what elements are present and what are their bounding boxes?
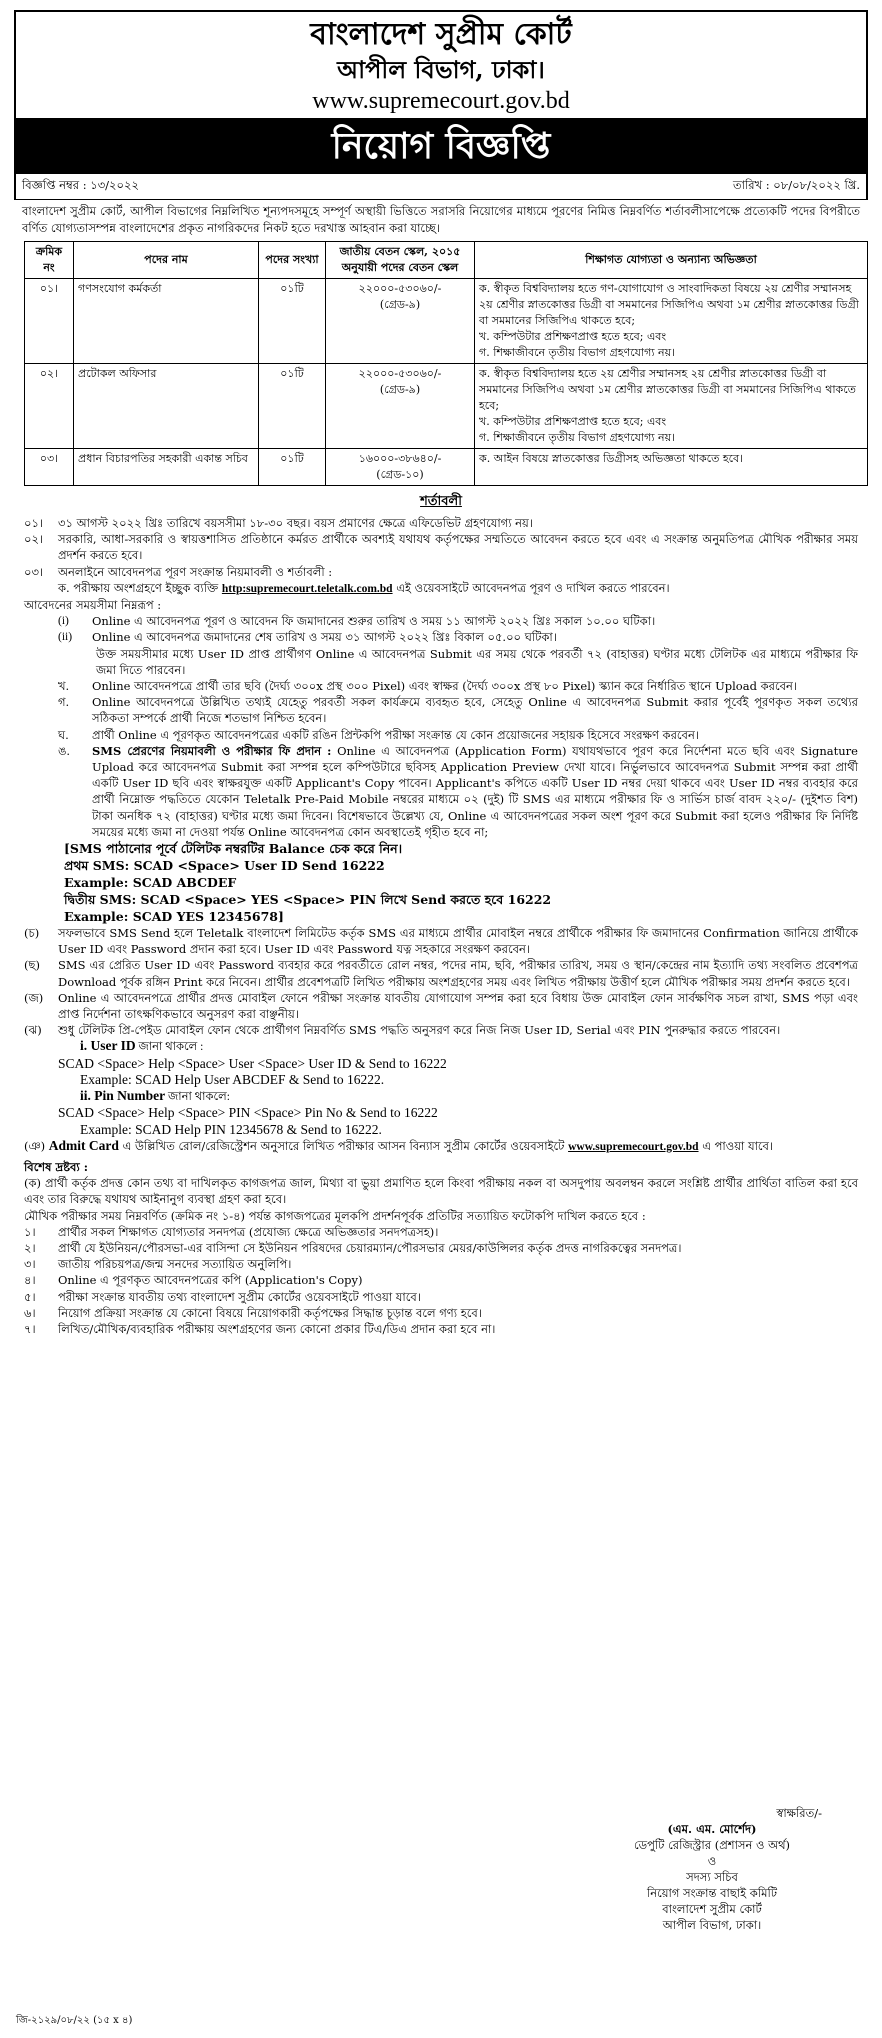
special-note-heading: বিশেষ দ্রষ্টব্য :: [24, 1159, 88, 1174]
notice-date: তারিখ : ০৮/০৮/২০২২ খ্রি.: [732, 178, 860, 192]
doc-text: জাতীয় পরিচয়পত্র/জন্ম সনদের সত্যায়িত অনুলিপি।: [58, 1257, 292, 1272]
col-count: পদের সংখ্যা: [259, 242, 326, 279]
signature-block: [582, 1805, 842, 1933]
term-letter: (জ): [24, 990, 44, 1005]
document-item: [24, 1256, 858, 1272]
term-text: Online এ আবেদনপত্রে প্রার্থীর প্রদত্ত মোবাইল ফোনে পরীক্ষা সংক্রান্ত যাবতীয় যোগাযোগ সম্পন্ন করা হবে বিধায় উক্ত মোবাইল ফোন সার্বক্ষণিক সচল রাখা, SMS পড়া এবং প্রাপ্ত নির্দেশনা তাৎক্ষণিকভাবে অনুসরণ করা বাঞ্ছনীয়।: [58, 990, 858, 1022]
term-ka: [24, 580, 858, 597]
teletalk-link[interactable]: http:supremecourt.teletalk.com.bd: [221, 582, 393, 595]
doc-number: ৫।: [24, 1289, 36, 1304]
posts-table: [24, 241, 868, 486]
row-post: প্রধান বিচারপতির সহকারী একান্ত সচিব: [74, 449, 259, 486]
supremecourt-link[interactable]: www.supremecourt.gov.bd: [568, 1140, 699, 1153]
recover-heading-note: জানা থাকলে :: [138, 1041, 204, 1054]
doc-number: ২।: [24, 1240, 36, 1255]
grade-value: (গ্রেড-১০): [376, 468, 424, 481]
signatory-and: ও: [707, 1854, 717, 1868]
col-scale: জাতীয় বেতন স্কেল, ২০১৫ অনুযায়ী পদের বেতন স্কেল: [326, 242, 475, 279]
schedule-text: Online এ আবেদনপত্র জমাদানের শেষ তারিখ ও সময় ৩১ আগস্ট ২০২২ খ্রিঃ বিকাল ০৫.০০ ঘটিকা।: [92, 630, 557, 645]
qualification: ক. স্বীকৃত বিশ্ববিদ্যালয় হতে ২য় শ্রেণীর সম্মানসহ ২য় শ্রেণীর স্নাতকোত্তর ডিগ্রী বা সমমানের সিজিপিএ অথবা ১ম শ্রেণীর স্নাতকোত্তর ডিগ্রী বা সমমানের সিজিপিএ থাকতে হবে;: [479, 367, 856, 412]
schedule-item: [24, 613, 858, 629]
recover-pin: [24, 1088, 858, 1105]
sms-line: Example: SCAD YES 12345678]: [64, 909, 284, 925]
notice-meta: [14, 174, 868, 200]
table-row: [25, 364, 868, 449]
row-scale: [326, 279, 475, 364]
doc-text: Online এ পূরণকৃত আবেদনপত্রের কপি (Application's Copy): [58, 1273, 363, 1288]
signatory-title: আপীল বিভাগ, ঢাকা।: [662, 1918, 762, 1932]
signatory-title: ডেপুটি রেজিস্ট্রার (প্রশাসন ও অর্থ): [633, 1838, 791, 1852]
row-count: ০১টি: [259, 279, 326, 364]
doc-text: নিয়োগ প্রক্রিয়া সংক্রান্ত যে কোনো বিষয়ে নিয়োগকারী কর্তৃপক্ষের সিদ্ধান্ত চূড়ান্ত বলে গণ্য হবে।: [58, 1305, 482, 1320]
term-text: [92, 743, 858, 840]
notice-banner: নিয়োগ বিজ্ঞপ্তি: [14, 118, 868, 174]
table-row: [25, 279, 868, 364]
table-row: [25, 449, 868, 486]
term-text-end: এ পাওয়া যাবে।: [702, 1138, 774, 1153]
term-text: SMS এর প্রেরিত User ID এবং Password ব্যবহার করে পরবর্তীতে রোল নম্বর, পদের নাম, ছবি, পরীক্ষার তারিখ, সময় ও স্থান/কেন্দ্রের নাম ইত্যাদি তথ্য সংবলিত প্রবেশপত্র Download পূর্বক রঙ্গিন Print করে নিবেন। প্রার্থীর প্রবেশপত্রটি লিখিত পরীক্ষায় অংশগ্রহণের সময় এবং লিখিত পরীক্ষায় উত্তীর্ণ হলে মৌখিক পরীক্ষার সময় প্রদর্শন করতে হবে।: [58, 958, 858, 989]
schedule-heading: আবেদনের সময়সীমা নিম্নরূপ :: [24, 598, 162, 613]
qualification: খ. কম্পিউটার প্রশিক্ষণপ্রাপ্ত হতে হবে; এবং: [479, 330, 667, 343]
term-jha: [24, 1022, 858, 1038]
doc-number: ৪।: [24, 1273, 36, 1288]
term-nya: [24, 1138, 858, 1155]
term-letter: (চ): [24, 926, 40, 941]
term-text: এ উল্লিখিত রোল/রেজিস্ট্রেশন অনুসারে লিখিত পরীক্ষার আসন বিন্যাস সুপ্রীম কোর্টের ওয়েবসাইটে: [122, 1138, 565, 1153]
footer-code: জি-২১২৯/০৮/২২ (১৫ x ৪): [16, 2015, 133, 2026]
document-item: [24, 1289, 858, 1305]
doc-number: ৩।: [24, 1257, 36, 1272]
term-text: প্রার্থী Online এ পূরণকৃত আবেদনপত্রের একটি রঙিন প্রিন্টকপি পরীক্ষা সংক্রান্ত যে কোন প্রয়োজনের সহায়ক হিসেবে সংরক্ষণ করবেন।: [92, 727, 699, 742]
term-number: ০১।: [24, 516, 44, 530]
row-serial: ০১।: [25, 279, 74, 364]
recover-example: Example: SCAD Help PIN 12345678 & Send to 16222.: [80, 1121, 382, 1137]
term-item: [24, 515, 858, 531]
recover-userid: [24, 1038, 858, 1055]
term-text: অনলাইনে আবেদনপত্র পূরণ সংক্রান্ত নিয়মাবলী ও শর্তাবলী :: [58, 564, 333, 579]
term-letter: খ.: [58, 679, 70, 694]
admit-card-label: Admit Card: [48, 1137, 119, 1153]
row-qualifications: [475, 279, 868, 364]
term-cha: [24, 925, 858, 957]
table-header-row: [25, 242, 868, 279]
col-qualifications: শিক্ষাগত যোগ্যতা ও অন্যান্য অভিজ্ঞতা: [475, 242, 868, 279]
term-number: ০২।: [24, 532, 44, 547]
notice-intro: বাংলাদেশ সুপ্রীম কোর্ট, আপীল বিভাগের নিম্নলিখিত শূন্যপদসমূহে সম্পূর্ণ অস্থায়ী ভিত্তিতে সরাসরি নিয়োগের মাধ্যমে পূরণের নিমিত্ত নিম্নবর্ণিত শর্তাবলীসাপেক্ষে প্রত্যেকটি পদের বিপরীতে বর্ণিত যোগ্যতাসম্পন্ন বাংলাদেশের প্রকৃত নাগরিকদের নিকট হতে দরখাস্ত আহবান করা যাচ্ছে।: [22, 204, 860, 235]
scale-value: ২২০০০-৫৩০৬০/-: [358, 367, 442, 380]
notice-header: [14, 10, 868, 118]
term-text: ৩১ আগস্ট ২০২২ খ্রিঃ তারিখে বয়সসীমা ১৮-৩০ বছর। বয়স প্রমাণের ক্ষেত্রে এফিডেভিট গ্রহণযোগ্য নয়।: [58, 516, 533, 530]
term-letter: ঘ.: [58, 727, 69, 742]
grade-value: (গ্রেড-৯): [379, 298, 421, 311]
doc-text: লিখিত/মৌখিক/ব্যবহারিক পরীক্ষায় অংশগ্রহণের জন্য কোনো প্রকার টিএ/ডিএ প্রদান করা হবে না।: [58, 1321, 496, 1336]
term-number: ০৩।: [24, 564, 44, 579]
term-chha: [24, 957, 858, 989]
row-qualifications: [475, 364, 868, 449]
term-uma: [24, 743, 858, 840]
term-ka-text-end: এই ওয়েবসাইটে আবেদনপত্র পূরণ ও দাখিল করতে পারবেন।: [396, 580, 670, 595]
term-text: সরকারি, আধা-সরকারি ও স্বায়ত্তশাসিত প্রতিষ্ঠানে কর্মরত প্রার্থীকে অবশ্যই যথাযথ কর্তৃপক্ষের সম্মতিতে আবেদন করতে হবে এবং এ সংক্রান্ত অনুমতিপত্র মৌখিক পরীক্ষার সময় প্রদর্শন করতে হবে।: [58, 532, 858, 563]
recover-example: Example: SCAD Help User ABCDEF & Send to 16222.: [80, 1071, 385, 1087]
recover-line: SCAD <Space> Help <Space> PIN <Space> Pin No & Send to 16222: [58, 1105, 438, 1121]
doc-text: পরীক্ষা সংক্রান্ত যাবতীয় তথ্য বাংলাদেশ সুপ্রীম কোর্টের ওয়েবসাইটে পাওয়া যাবে।: [58, 1289, 421, 1304]
grade-value: (গ্রেড-৯): [379, 383, 421, 396]
schedule-number: (i): [58, 615, 69, 628]
sms-rules-heading: SMS প্রেরণের নিয়মাবলী ও পরীক্ষার ফি প্রদান :: [92, 743, 332, 758]
term-ga: [24, 694, 858, 726]
signed-label: স্বাক্ষরিত/-: [776, 1806, 822, 1820]
document-item: [24, 1224, 858, 1240]
scale-value: ২২০০০-৫৩০৬০/-: [358, 282, 442, 295]
signatory-title: সদস্য সচিব: [686, 1870, 738, 1884]
website-url[interactable]: www.supremecourt.gov.bd: [312, 88, 570, 114]
qualification: খ. কম্পিউটার প্রশিক্ষণপ্রাপ্ত হতে হবে; এবং: [479, 415, 667, 428]
signatory-title: নিয়োগ সংক্রান্ত বাছাই কমিটি: [646, 1886, 778, 1900]
schedule-text: Online এ আবেদনপত্র পূরণ ও আবেদন ফি জমাদানের শুরুর তারিখ ও সময় ১১ আগস্ট ২০২২ খ্রিঃ সকাল ১০.০০ ঘটিকা।: [92, 614, 656, 629]
term-ja: [24, 990, 858, 1022]
signatory-name: (এম. এম. মোর্শেদ): [667, 1822, 757, 1836]
row-scale: [326, 364, 475, 449]
notice-number: বিজ্ঞপ্তি নম্বর : ১৩/২০২২: [22, 178, 139, 192]
document-item: [24, 1240, 858, 1256]
term-letter: গ.: [58, 695, 70, 710]
sms-line: প্রথম SMS: SCAD <Space> User ID Send 16222: [64, 858, 385, 874]
term-text: Online আবেদনপত্রে উল্লিখিত তথ্যই যেহেতু পরবর্তী সকল কার্যক্রমে ব্যবহৃত হবে, সেহেতু Online এ আবেদনপত্র Submit করার পূর্বেই পূরণকৃত সকল তথ্যের সঠিকতা সম্পর্কে প্রার্থী নিজে শতভাগ নিশ্চিত হবেন।: [92, 695, 858, 726]
term-letter: (ঞ): [24, 1138, 46, 1153]
row-count: ০১টি: [259, 449, 326, 486]
doc-number: ৬।: [24, 1305, 36, 1320]
row-scale: [326, 449, 475, 486]
term-text: Online আবেদনপত্রে প্রার্থী তার ছবি (দৈর্ঘ্য ৩০০x প্রস্থ ৩০০ Pixel) এবং স্বাক্ষর (দৈর্ঘ্য ৩০০x প্রস্থ ৮০ Pixel) স্ক্যান করে নির্ধারিত স্থানে Upload করবেন।: [92, 679, 797, 694]
recover-heading: i. User ID: [80, 1038, 136, 1054]
row-qualifications: [475, 449, 868, 486]
term-letter: ঙ.: [58, 743, 71, 758]
sms-rules-text: Online এ আবেদনপত্র (Application Form) যথাযথভাবে পূরণ করে নির্দেশনা মতে ছবি এবং Signature Upload করে আবেদনপত্র Submit করা সম্পন্ন হলে কম্পিউটারে ছবিসহ Application Preview দেখা যাবে। নির্ভুলভাবে আবেদনপত্র Submit সম্পন্ন করা প্রার্থী একটি User ID ছবি এবং স্বাক্ষরযুক্ত একটি Applicant's Copy পাবেন। Applicant's কপিতে একটি User ID নম্বর দেয়া থাকবে এবং User ID নম্বর ব্যবহার করে প্রার্থী নিম্নোক্ত পদ্ধতিতে যেকোন Teletalk Pre-Paid Mobile নম্বরের মাধ্যমে ০২ (দুই) টি SMS এর মাধ্যমে পরীক্ষার ফি ও সার্ভিস চার্জ বাবদ ২২০/- (দুইশত বিশ) টাকা অনধিক ৭২ (বাহাত্তর) ঘণ্টার মধ্যে জমা দিবেন। বিশেষভাবে উল্লেখ্য যে, Online এ আবেদনপত্রের সকল অংশ পূরণ করে Submit করা হলেও পরীক্ষার ফি নির্দিষ্ট সময়ের মধ্যে জমা না দেওয়া পর্যন্ত Online আবেদনপত্র কোন অবস্থাতেই গৃহীত হবে না;: [92, 743, 858, 839]
schedule-number: (ii): [58, 631, 73, 644]
term-text: শুধু টেলিটক প্রি-পেইড মোবাইল ফোন থেকে প্রার্থীগণ নিম্নবর্ণিত SMS পদ্ধতি অনুসরণ করে নিজ নিজ User ID, Serial এবং PIN পুনরুদ্ধার করতে পারবেন।: [58, 1023, 781, 1038]
doc-text: প্রার্থী যে ইউনিয়ন/পৌরসভা-এর বাসিন্দা সে ইউনিয়ন পরিষদের চেয়ারম্যান/পৌরসভার মেয়র/কাউন্সিলর কর্তৃক প্রদত্ত নাগরিকত্বের সনদপত্র।: [58, 1240, 682, 1255]
recover-heading-note: জানা থাকলে:: [168, 1091, 230, 1104]
term-letter: (ঝ): [24, 1023, 42, 1038]
row-serial: ০৩।: [25, 449, 74, 486]
terms-section: [14, 513, 868, 1337]
row-serial: ০২।: [25, 364, 74, 449]
qualification: ক. স্বীকৃত বিশ্ববিদ্যালয় হতে গণ-যোগাযোগ ও সাংবাদিকতা বিষয়ে ২য় শ্রেণীর সম্মানসহ ২য় শ্রেণীর স্নাতকোত্তর ডিগ্রী বা সমমানের সিজিপিএ অথবা ১ম শ্রেণীর স্নাতকোত্তর ডিগ্রী বা সমমানের সিজিপিএ থাকতে হবে;: [479, 282, 859, 327]
org-name: বাংলাদেশ সুপ্রীম কোর্ট: [310, 17, 572, 52]
division-name: আপীল বিভাগ, ঢাকা।: [337, 55, 545, 84]
term-gha: [24, 727, 858, 743]
special-note: (ক) প্রার্থী কর্তৃক প্রদত্ত কোন তথ্য বা দাখিলকৃত কাগজপত্র জাল, মিথ্যা বা ভুয়া প্রমাণিত হলে কিংবা পরীক্ষায় নকল বা অসদুপায় অবলম্বন করলে সংশ্লিষ্ট প্রার্থীর প্রার্থিতা বাতিল করা হবে এবং তার বিরুদ্ধে যথাযথ আইনানুগ ব্যবস্থা গ্রহণ করা হবে।: [24, 1176, 858, 1207]
term-item: [24, 531, 858, 563]
qualification: গ. শিক্ষাজীবনে তৃতীয় বিভাগ গ্রহণযোগ্য নয়।: [479, 346, 676, 359]
row-count: ০১টি: [259, 364, 326, 449]
doc-number: ৭।: [24, 1321, 36, 1336]
signatory-title: বাংলাদেশ সুপ্রীম কোর্ট: [662, 1902, 762, 1916]
term-ka-text: ক. পরীক্ষায় অংশগ্রহণে ইচ্ছুক ব্যক্তি: [58, 580, 219, 595]
term-kha: [24, 678, 858, 694]
schedule-note: উক্ত সময়সীমার মধ্যে User ID প্রাপ্ত প্রার্থীগণ Online এ আবেদনপত্র Submit এর সময় থেকে পরবর্তী ৭২ (বাহাত্তর) ঘণ্টার মধ্যে টেলিটক এর মাধ্যমে পরীক্ষার ফি জমা দিতে পারবেন।: [96, 646, 858, 677]
sms-instructions: [24, 840, 858, 925]
col-post: পদের নাম: [74, 242, 259, 279]
sms-line: [SMS পাঠানোর পূর্বে টেলিটক নম্বরটির Balance চেক করে নিন।: [64, 841, 403, 857]
doc-number: ১।: [24, 1224, 36, 1239]
sms-line: Example: SCAD ABCDEF: [64, 875, 237, 891]
scale-value: ১৬০০০-৩৮৬৪০/-: [358, 452, 442, 465]
document-item: [24, 1305, 858, 1321]
sms-line: দ্বিতীয় SMS: SCAD <Space> YES <Space> PIN লিখে Send করতে হবে 16222: [64, 892, 552, 908]
term-text: সফলভাবে SMS Send হলে Teletalk বাংলাদেশ লিমিটেড কর্তৃক SMS এর মাধ্যমে প্রার্থীর মোবাইল নম্বরে প্রার্থীকে পরীক্ষার ফি জমাদানের Confirmation জানিয়ে প্রার্থীকে User ID এবং Password প্রদান করা হবে। User ID এবং Password যত্ন সহকারে সংরক্ষণ করবেন।: [58, 926, 858, 957]
row-post: গণসংযোগ কর্মকর্তা: [74, 279, 259, 364]
document-item: [24, 1272, 858, 1288]
term-letter: (ছ): [24, 958, 40, 973]
document-item: [24, 1321, 858, 1337]
term-item: [24, 564, 858, 580]
col-serial: ক্রমিক নং: [25, 242, 74, 279]
qualification: গ. শিক্ষাজীবনে তৃতীয় বিভাগ গ্রহণযোগ্য নয়।: [479, 431, 676, 444]
schedule-item: [24, 629, 858, 645]
recover-heading: ii. Pin Number: [80, 1088, 166, 1104]
viva-note: মৌখিক পরীক্ষার সময় নিম্নবর্ণিত (ক্রমিক নং ১-৪) পর্যন্ত কাগজপত্রের মূলকপি প্রদর্শনপূর্বক প্রতিটির সত্যায়িত ফটোকপি দাখিল করতে হবে :: [24, 1208, 646, 1223]
terms-title: শর্তাবলী: [420, 494, 462, 509]
doc-text: প্রার্থীর সকল শিক্ষাগত যোগ্যতার সনদপত্র (প্রযোজ্য ক্ষেত্রে অভিজ্ঞতার সনদপত্রসহ)।: [58, 1224, 439, 1239]
qualification: ক. আইন বিষয়ে স্নাতকোত্তর ডিগ্রীসহ অভিজ্ঞতা থাকতে হবে।: [479, 452, 744, 465]
row-post: প্রটোকল অফিসার: [74, 364, 259, 449]
recover-line: SCAD <Space> Help <Space> User <Space> User ID & Send to 16222: [58, 1055, 447, 1071]
